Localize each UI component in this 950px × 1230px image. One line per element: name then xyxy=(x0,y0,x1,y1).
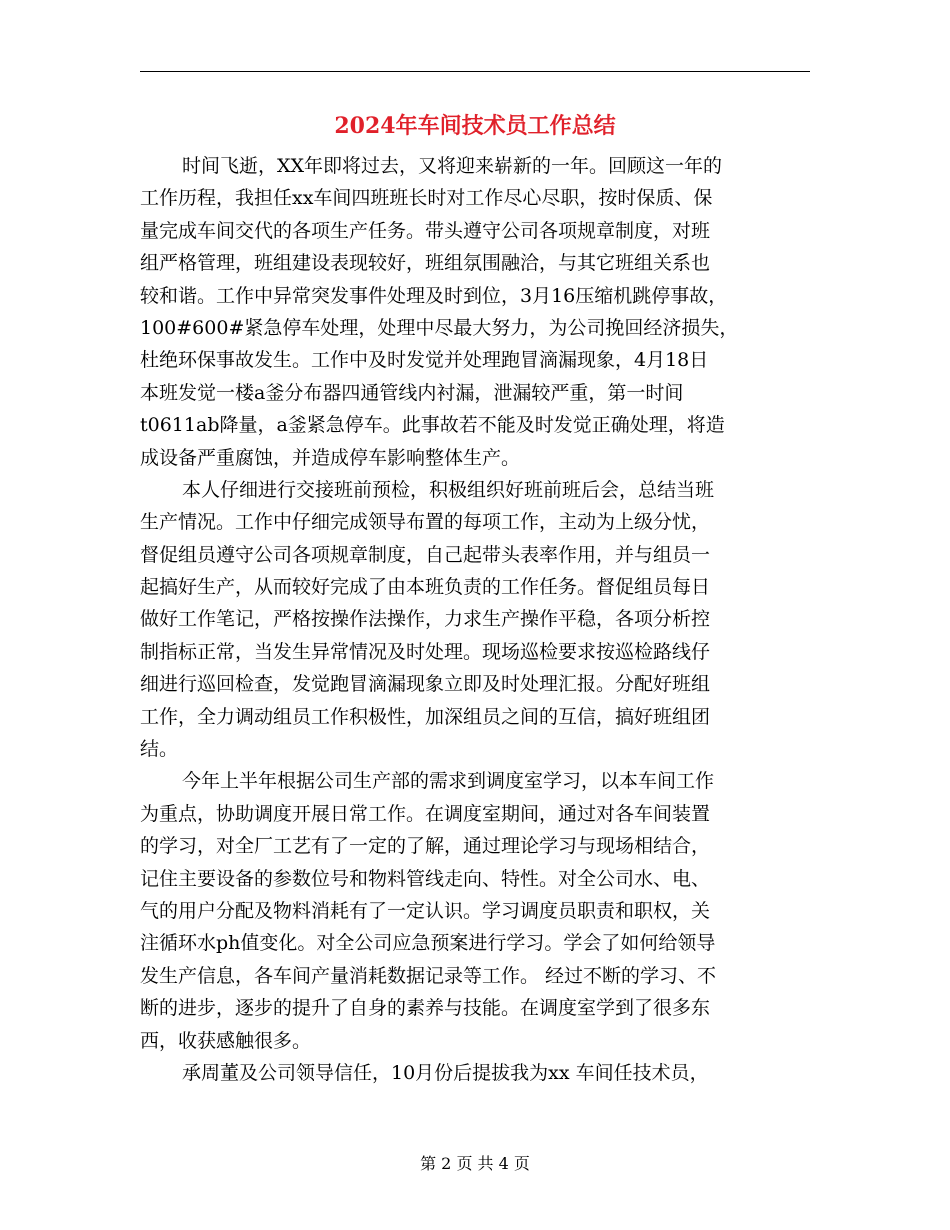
text-line: 记住主要设备的参数位号和物料管线走向、特性。对全公司水、电、 xyxy=(140,867,711,890)
text-line: 100#600#紧急停车处理，处理中尽最大努力，为公司挽回经济损失， xyxy=(140,316,739,339)
text-line: 组严格管理，班组建设表现较好，班组氛围融洽，与其它班组关系也 xyxy=(140,252,711,275)
document-title: 2024年车间技术员工作总结 xyxy=(334,113,616,139)
text-line: t0611ab降量，a釜紧急停车。此事故若不能及时发觉正确处理，将造 xyxy=(140,414,725,437)
text-line: 发生产信息，各车间产量消耗数据记录等工作。 经过不断的学习、不 xyxy=(140,964,717,987)
paragraph-3 xyxy=(140,765,810,1057)
text-line: 本班发觉一楼a釜分布器四通管线内衬漏，泄漏较严重，第一时间 xyxy=(140,381,684,404)
text-line: 较和谐。工作中异常突发事件处理及时到位，3月16压缩机跳停事故， xyxy=(140,284,728,307)
text-line: 工作，全力调动组员工作积极性，加深组员之间的互信，搞好班组团 xyxy=(140,705,711,728)
text-line: 工作历程，我担任xx车间四班班长时对工作尽心尽职，按时保质、保 xyxy=(140,187,713,210)
text-line: 注循环水ph值变化。对全公司应急预案进行学习。学会了如何给领导 xyxy=(140,932,716,955)
text-line: 做好工作笔记，严格按操作法操作，力求生产操作平稳，各项分析控 xyxy=(140,608,711,631)
page-number: 第 2 页 共 4 页 xyxy=(420,1154,530,1173)
document-body xyxy=(140,150,810,1089)
text-line: 成设备严重腐蚀，并造成停车影响整体生产。 xyxy=(140,446,521,469)
text-line: 量完成车间交代的各项生产任务。带头遵守公司各项规章制度，对班 xyxy=(140,219,711,242)
text-line: 本人仔细进行交接班前预检，积极组织好班前班后会，总结当班 xyxy=(182,478,715,501)
text-line: 制指标正常，当发生异常情况及时处理。现场巡检要求按巡检路线仔 xyxy=(140,640,711,663)
text-line: 断的进步，逐步的提升了自身的素养与技能。在调度室学到了很多东 xyxy=(140,997,711,1020)
text-line: 西，收获感触很多。 xyxy=(140,1029,312,1052)
text-line: 承周董及公司领导信任，10月份后提拔我为xx 车间任技术员， xyxy=(182,1061,709,1084)
text-line: 的学习，对全厂工艺有了一定的了解，通过理论学习与现场相结合， xyxy=(140,835,711,858)
paragraph-1 xyxy=(140,150,810,474)
text-line: 时间飞逝，XX年即将过去，又将迎来崭新的一年。回顾这一年的 xyxy=(182,155,723,177)
text-line: 今年上半年根据公司生产部的需求到调度室学习，以本车间工作 xyxy=(182,770,715,793)
text-line: 督促组员遵守公司各项规章制度，自己起带头表率作用，并与组员一 xyxy=(140,543,711,566)
text-line: 细进行巡回检查，发觉跑冒滴漏现象立即及时处理汇报。分配好班组 xyxy=(140,673,711,696)
text-line: 杜绝环保事故发生。工作中及时发觉并处理跑冒滴漏现象，4月18日 xyxy=(140,349,709,372)
paragraph-4 xyxy=(140,1057,810,1089)
page-footer xyxy=(0,1152,950,1176)
header-rule xyxy=(140,71,810,72)
text-line: 起搞好生产，从而较好完成了由本班负责的工作任务。督促组员每日 xyxy=(140,576,711,599)
text-line: 为重点，协助调度开展日常工作。在调度室期间，通过对各车间装置 xyxy=(140,802,711,825)
paragraph-2 xyxy=(140,474,810,766)
text-line: 生产情况。工作中仔细完成领导布置的每项工作，主动为上级分忧， xyxy=(140,511,711,534)
text-line: 结。 xyxy=(140,738,179,761)
text-line: 气的用户分配及物料消耗有了一定认识。学习调度员职责和职权，关 xyxy=(140,899,711,922)
